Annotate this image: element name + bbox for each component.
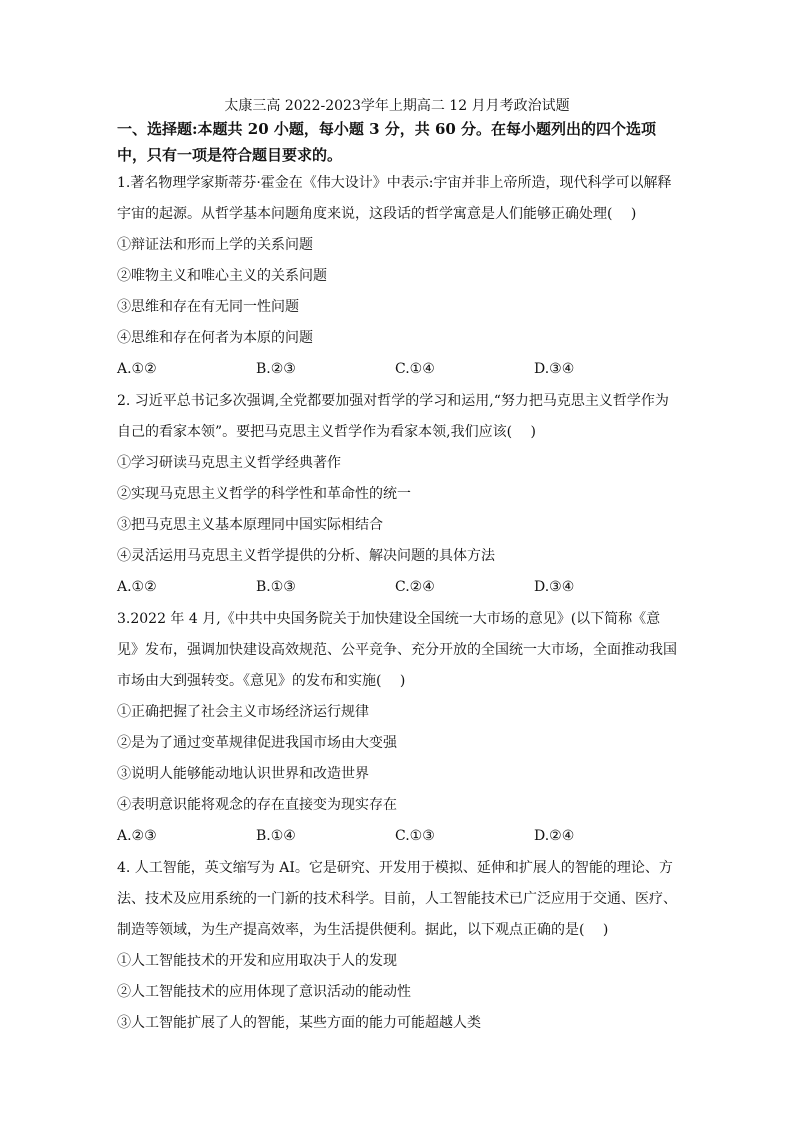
question-option: ②是为了通过变革规律促进我国市场由大变强 — [117, 735, 397, 751]
choice-d: D.②④ — [534, 828, 575, 844]
question-option: ③人工智能扩展了人的智能，某些方面的能力可能超越人类 — [117, 1015, 481, 1031]
question-stem: 4. 人工智能，英文缩写为 AI。它是研究、开发用于模拟、延伸和扩展人的智能的理论、方法、技术及应用系统的一门新的技术科学。目前，人工智能技术已广泛应用于交通、医疗、制造等领域，为生产提高效率，为生活提供便利。据此，以下观点正确的是( ) — [117, 860, 677, 938]
question-option: ④思维和存在何者为本原的问题 — [117, 330, 313, 346]
question-option: ②唯物主义和唯心主义的关系问题 — [117, 268, 327, 284]
question-stem: 2. 习近平总书记多次强调,全党都要加强对哲学的学习和运用,“努力把马克思主义哲学作为自己的看家本领”。要把马克思主义哲学作为看家本领,我们应该( ) — [117, 393, 669, 440]
question-stem: 1.著名物理学家斯蒂芬·霍金在《伟大设计》中表示:宇宙并非上帝所造，现代科学可以解释宇宙的起源。从哲学基本问题角度来说，这段话的哲学寓意是人们能够正确处理( ) — [117, 175, 672, 222]
choice-c: C.①③ — [395, 828, 435, 844]
question-option: ③说明人能够能动地认识世界和改造世界 — [117, 766, 369, 782]
question-option: ③把马克思主义基本原理同中国实际相结合 — [117, 517, 383, 533]
choice-a: A.①② — [117, 361, 157, 377]
question-4 — [117, 853, 677, 1039]
choice-a: A.②③ — [117, 828, 157, 844]
choice-c: C.②④ — [395, 579, 435, 595]
question-stem: 3.2022 年 4 月,《中共中央国务院关于加快建设全国统一大市场的意见》(以下简称《意见》发布，强调加快建设高效规范、公平竞争、充分开放的全国统一大市场，全面推动我国市场由大到强转变。《意见》的发布和实施( ) — [117, 611, 677, 689]
choice-b: B.①③ — [256, 579, 296, 595]
choice-d: D.③④ — [534, 361, 575, 377]
question-option: ③思维和存在有无同一性问题 — [117, 299, 299, 315]
choice-a: A.①② — [117, 579, 157, 595]
question-2 — [117, 386, 677, 603]
question-option: ④灵活运用马克思主义哲学提供的分析、解决问题的具体方法 — [117, 548, 495, 564]
exam-title: 太康三高 2022-2023学年上期高二 12 月月考政治试题 — [224, 98, 570, 114]
choice-b: B.①④ — [256, 828, 296, 844]
section-heading: 一、选择题:本题共 20 小题，每小题 3 分，共 60 分。在每小题列出的四个选项中，只有一项是符合题目要求的。 — [117, 120, 657, 164]
question-option: ①辩证法和形而上学的关系问题 — [117, 237, 313, 253]
question-option: ②实现马克思主义哲学的科学性和革命性的统一 — [117, 486, 411, 502]
question-option: ④表明意识能将观念的存在直接变为现实存在 — [117, 797, 397, 813]
question-option: ②人工智能技术的应用体现了意识活动的能动性 — [117, 984, 411, 1000]
question-option: ①学习研读马克思主义哲学经典著作 — [117, 455, 341, 471]
answer-choices — [117, 354, 677, 385]
question-3 — [117, 604, 677, 852]
question-1 — [117, 168, 677, 385]
question-option: ①正确把握了社会主义市场经济运行规律 — [117, 704, 369, 720]
exam-page — [117, 96, 677, 1039]
choice-d: D.③④ — [534, 579, 575, 595]
choice-b: B.②③ — [256, 361, 296, 377]
choice-c: C.①④ — [395, 361, 435, 377]
question-option: ①人工智能技术的开发和应用取决于人的发现 — [117, 953, 397, 969]
answer-choices — [117, 572, 677, 603]
answer-choices — [117, 821, 677, 852]
